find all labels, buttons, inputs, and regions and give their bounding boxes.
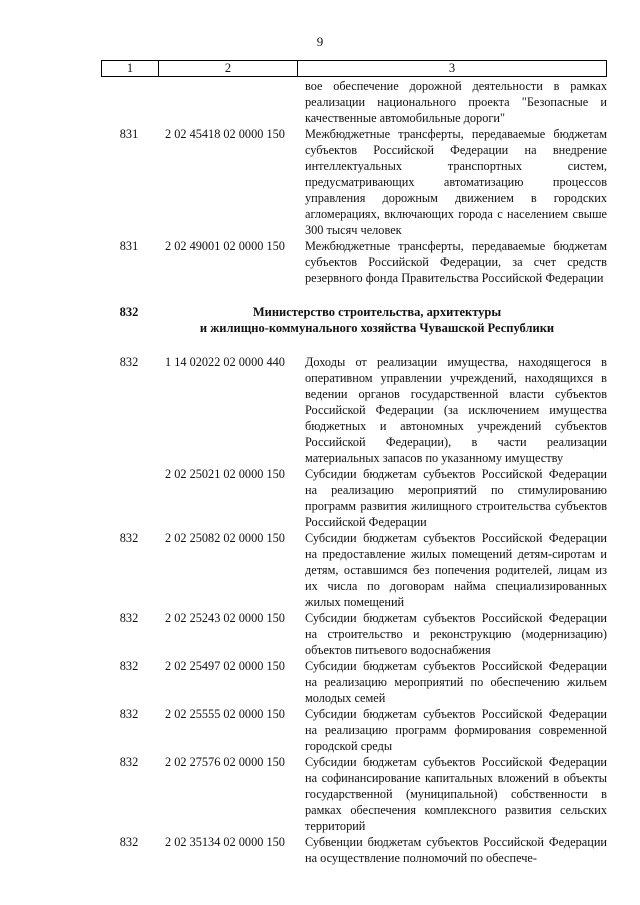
column-header-1: 1	[102, 61, 159, 76]
row-income-code: 2 02 25243 02 0000 150	[165, 611, 285, 625]
table-row	[101, 610, 607, 658]
row-admin-code: 832	[119, 611, 139, 625]
row-income-code: 2 02 25021 02 0000 150	[165, 467, 285, 481]
row-description: Субсидии бюджетам субъектов Российской Федерации на строительство и реконструкцию (модернизацию) объектов питьевого водоснабжения	[305, 611, 607, 657]
row-description: Субсидии бюджетам субъектов Российской Федерации на софинансирование капитальных вложений в объекты государственной (муниципальной) собственности в рамках обеспечения комплексного развития сельских территорий	[305, 755, 607, 833]
section-admin-code: 832	[119, 305, 139, 319]
section-title	[157, 304, 607, 336]
page-number: 9	[316, 34, 324, 49]
row-income-code: 2 02 35134 02 0000 150	[165, 835, 285, 849]
row-description: Субвенции бюджетам субъектов Российской Федерации на осуществление полномочий по обеспече-	[305, 835, 607, 865]
table-row	[101, 126, 607, 238]
row-income-code: 2 02 25082 02 0000 150	[165, 531, 285, 545]
row-description: Межбюджетные трансферты, передаваемые бюджетам субъектов Российской Федерации на внедрение интеллектуальных транспортных систем, предусматривающих автоматизацию процессов управления дорожным движением в городских агломерациях, включающих города с населением свыше 300 тысяч человек	[305, 127, 607, 237]
row-income-code: 2 02 49001 02 0000 150	[165, 239, 285, 253]
table-row-continuation	[101, 78, 607, 126]
row-admin-code: 832	[119, 355, 139, 369]
row-description: вое обеспечение дорожной деятельности в рамках реализации национального проекта "Безопасные и качественные автомобильные дороги"	[305, 79, 607, 125]
row-description: Субсидии бюджетам субъектов Российской Федерации на реализацию мероприятий по обеспечению жильем молодых семей	[305, 659, 607, 705]
row-description: Субсидии бюджетам субъектов Российской Федерации на предоставление жилых помещений детям-сиротам и детям, оставшимся без попечения родителей, лицам из их числа по договорам найма специализированных жилых помещений	[305, 531, 607, 609]
row-admin-code: 831	[119, 239, 139, 253]
table-column-header	[101, 60, 607, 77]
row-admin-code: 832	[119, 531, 139, 545]
row-admin-code: 832	[119, 755, 139, 769]
row-income-code: 2 02 25497 02 0000 150	[165, 659, 285, 673]
section-heading	[101, 304, 607, 336]
column-header-2: 2	[159, 61, 298, 76]
section-title-line-2: и жилищно-коммунального хозяйства Чувашской Республики	[199, 321, 555, 335]
table-row	[101, 238, 607, 286]
row-admin-code: 832	[119, 707, 139, 721]
row-admin-code: 831	[119, 127, 139, 141]
table-row	[101, 706, 607, 754]
table-row	[101, 354, 607, 466]
column-header-3: 3	[448, 61, 456, 75]
row-admin-code: 832	[119, 659, 139, 673]
row-admin-code	[101, 466, 157, 530]
row-income-code: 1 14 02022 02 0000 440	[165, 355, 285, 369]
row-description: Субсидии бюджетам субъектов Российской Федерации на реализацию мероприятий по стимулированию программ развития жилищного строительства субъектов Российской Федерации	[305, 467, 607, 529]
table-row	[101, 530, 607, 610]
row-income-code: 2 02 45418 02 0000 150	[165, 127, 285, 141]
table-row	[101, 754, 607, 834]
table-row	[101, 834, 607, 866]
table-body	[101, 78, 607, 866]
table-row	[101, 466, 607, 530]
row-income-code: 2 02 25555 02 0000 150	[165, 707, 285, 721]
row-admin-code: 832	[119, 835, 139, 849]
row-description: Субсидии бюджетам субъектов Российской Федерации на реализацию программ формирования современной городской среды	[305, 707, 607, 753]
table-row	[101, 658, 607, 706]
row-description: Межбюджетные трансферты, передаваемые бюджетам субъектов Российской Федерации, за счет средств резервного фонда Правительства Российской Федерации	[305, 239, 607, 285]
row-description: Доходы от реализации имущества, находящегося в оперативном управлении учреждений, находящихся в ведении органов государственной власти субъектов Российской Федерации (за исключением имущества бюджетных и автономных учреждений субъектов Российской Федерации), в части реализации материальных запасов по указанному имуществу	[305, 355, 607, 465]
row-income-code: 2 02 27576 02 0000 150	[165, 755, 285, 769]
section-title-line-1: Министерство строительства, архитектуры	[252, 305, 502, 319]
